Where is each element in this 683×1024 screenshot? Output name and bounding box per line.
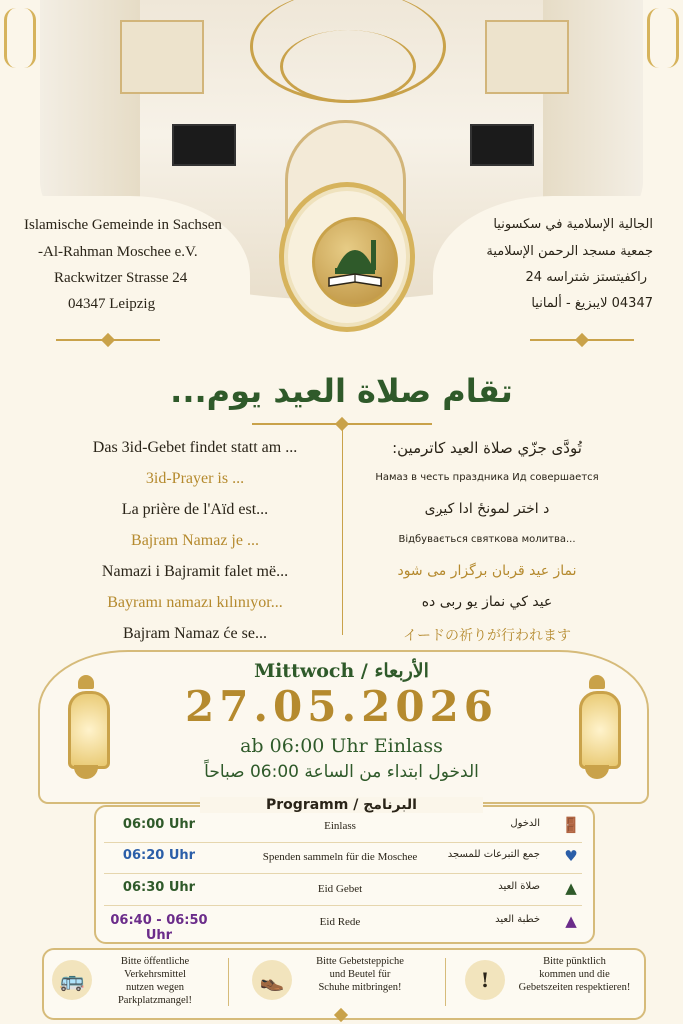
program-ar-2: صلاة العيد	[498, 881, 540, 892]
lang-right-5: عيد كي نماز يو ربى ده	[421, 594, 553, 610]
program-title: Programm / البرنامج	[200, 797, 483, 813]
program-ar-1: جمع التبرعات للمسجد	[447, 849, 540, 860]
lang-left-5: Bayramı namazı kılınıyor...	[107, 594, 283, 611]
lantern-right-icon	[575, 675, 619, 785]
event-day: Mittwoch / الأربعاء	[254, 660, 429, 682]
lang-right-4: نماز عید قربان برگزار می شود	[397, 563, 577, 579]
lang-left-1: 3id-Prayer is ...	[145, 470, 245, 487]
headline: تقام صلاة العيد يوم...	[170, 372, 513, 410]
address-right-line3: راكفيتستز شتراسه 24	[525, 270, 647, 285]
program-ar-0: الدخول	[510, 818, 540, 829]
address-left-line2: -Al-Rahman Moschee e.V.	[38, 244, 198, 260]
program-de-3: Eid Rede	[319, 916, 361, 928]
lang-right-3: Відбувається святкова молитва...	[398, 534, 576, 545]
screen-left	[172, 124, 236, 166]
lang-right-0: تُودَّى جزّي صلاة العيد كاترمين:	[392, 439, 582, 457]
door-icon: 🚪	[561, 816, 581, 834]
bus-icon: 🚌	[52, 960, 92, 1000]
entry-time-arabic: الدخول ابتداء من الساعة 06:00 صباحاً	[204, 762, 479, 782]
program-time-1: 06:20 Uhr	[122, 848, 196, 863]
prayer-icon: ▲	[565, 879, 577, 897]
lang-left-4: Namazi i Bajramit falet më...	[101, 563, 289, 580]
entry-time: ab 06:00 Uhr Einlass	[240, 735, 443, 757]
lang-right-6: イードの祈りが行われます	[403, 628, 571, 644]
lang-left-6: Bajram Namaz će se...	[123, 625, 267, 642]
right-corner-ornament	[647, 8, 679, 68]
donation-icon: ♥	[564, 847, 578, 865]
address-right-line4: 04347 لايبزيغ - ألمانيا	[531, 296, 653, 311]
lang-right-2: د اختر لمونځ ادا کیږی	[424, 501, 550, 517]
note-2: Bitte pünktlich kommen und die Gebetszeiten respektieren!	[518, 956, 631, 993]
event-date: 27.05.2026	[184, 682, 499, 731]
mosque-icon: ▲	[565, 912, 577, 930]
lang-left-3: Bajram Namaz je ...	[131, 532, 259, 549]
note-1: Bitte Gebetsteppiche und Beutel für Schuhe mitbringen!	[316, 956, 404, 993]
language-divider	[342, 425, 343, 635]
program-de-1: Spenden sammeln für die Moschee	[262, 851, 418, 863]
left-corner-ornament	[4, 8, 36, 68]
program-de-0: Einlass	[324, 820, 356, 832]
address-left-line3: Rackwitzer Strasse 24	[54, 270, 188, 286]
program-time-0: 06:00 Uhr	[122, 817, 196, 832]
program-time-3: 06:40 - 06:50 Uhr	[110, 913, 208, 943]
program-time-2: 06:30 Uhr	[122, 880, 196, 895]
lang-left-2: La prière de l'Aïd est...	[121, 501, 269, 518]
address-left-line1: Islamische Gemeinde in Sachsen	[24, 217, 222, 233]
address-left-line4: 04347 Leipzig	[68, 296, 156, 312]
program-de-2: Eid Gebet	[317, 883, 363, 895]
mosque-icon	[315, 220, 395, 304]
address-right-line2: جمعية مسجد الرحمن الإسلامية	[486, 244, 653, 259]
mosque-quran-emblem	[279, 182, 415, 332]
lang-left-0: Das 3id-Gebet findet statt am ...	[92, 439, 298, 456]
exclamation-icon: !	[465, 960, 505, 1000]
program-ar-3: خطبة العيد	[495, 914, 540, 925]
shoe-icon: 👞	[252, 960, 292, 1000]
lang-right-1: Намаз в честь праздника Ид совершается	[375, 472, 599, 483]
address-right-line1: الجالية الإسلامية في سكسونيا	[493, 217, 653, 232]
note-0: Bitte öffentliche Verkehrsmittel nutzen wegen Parkplatzmangel!	[117, 956, 193, 1006]
lantern-left-icon	[64, 675, 108, 785]
screen-right	[470, 124, 534, 166]
